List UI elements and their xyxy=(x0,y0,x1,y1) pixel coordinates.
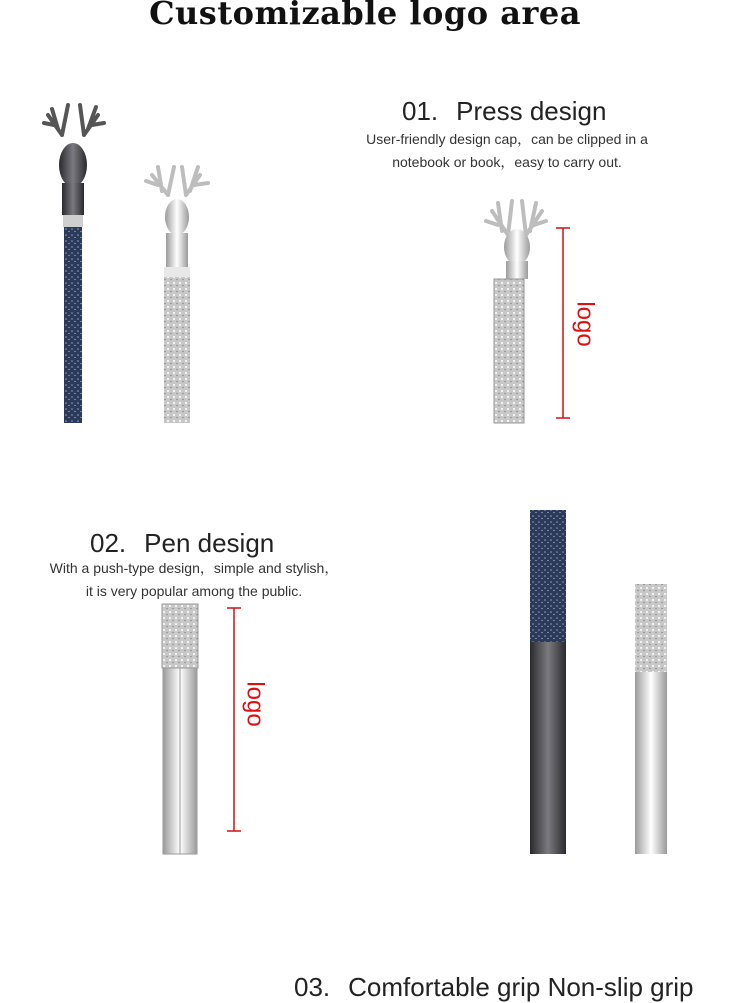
silver-deer-pen xyxy=(146,167,208,423)
page-title: Customizable logo area xyxy=(149,0,581,32)
section-02-description xyxy=(36,557,352,603)
section-01-desc-line1: User-friendly design cap，can be clipped in a xyxy=(366,131,648,147)
silver-pen-body xyxy=(635,584,667,854)
section-02-logo-label: logo xyxy=(241,681,269,727)
section-01-logo-label: logo xyxy=(571,301,599,347)
section-01-description xyxy=(352,128,662,174)
section-02-title xyxy=(90,528,274,559)
section-01-number: 01. xyxy=(402,96,439,126)
section-01-heading: Press design xyxy=(456,96,607,126)
section-03-title xyxy=(294,972,694,1003)
dark-deer-pen xyxy=(44,105,104,423)
section-02-pen-image xyxy=(162,604,202,856)
section-01-desc-line2: notebook or book，easy to carry out. xyxy=(392,154,622,170)
section-02-desc-line2: it is very popular among the public. xyxy=(85,583,303,599)
section-03-number: 03. xyxy=(294,972,331,1002)
section-02-heading: Pen design xyxy=(144,528,275,558)
section-01-title xyxy=(402,96,606,127)
dark-pen-body xyxy=(530,510,566,854)
section-02-desc-line1: With a push-type design，simple and stylish， xyxy=(49,560,339,576)
section-02-number: 02. xyxy=(90,528,127,558)
section-03-heading: Comfortable grip Non-slip grip xyxy=(348,972,694,1002)
pen-bodies-photo xyxy=(525,508,675,858)
deer-pens-photo xyxy=(40,95,240,425)
